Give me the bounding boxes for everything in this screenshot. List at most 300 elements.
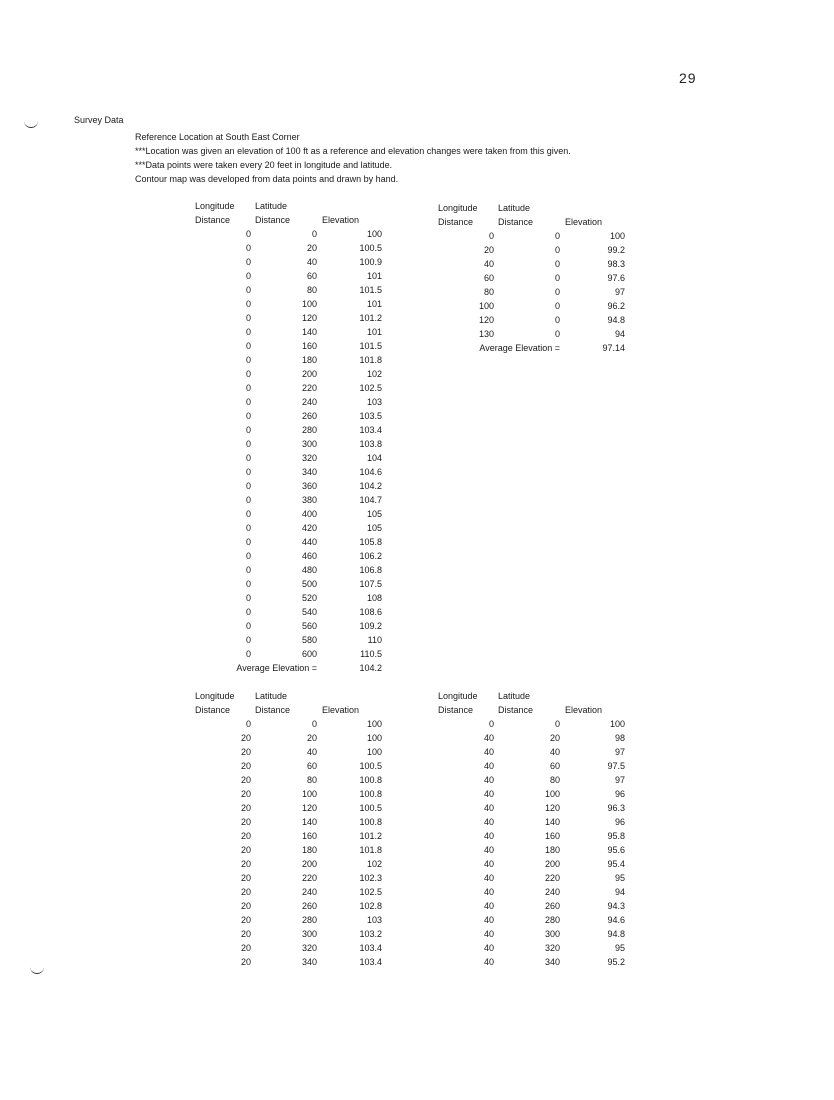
longitude-cell: 0 [245,257,251,267]
longitude-cell: 0 [488,231,494,241]
longitude-cell: 0 [245,649,251,659]
longitude-cell: 40 [483,775,494,785]
table-row [195,535,382,549]
longitude-cell: 40 [483,859,494,869]
table-row [195,801,382,815]
table-row [438,731,625,745]
elevation-cell: 96.3 [607,803,625,813]
latitude-cell: 300 [544,929,560,939]
elevation-cell: 108 [366,593,382,603]
longitude-cell: 40 [483,845,494,855]
latitude-cell: 60 [306,761,317,771]
elevation-cell: 101.8 [359,355,382,365]
latitude-cell: 260 [544,901,560,911]
latitude-cell: 320 [544,943,560,953]
latitude-cell: 300 [301,929,317,939]
longitude-cell: 0 [245,243,251,253]
elevation-cell: 103 [366,397,382,407]
latitude-cell: 440 [301,537,317,547]
table-row [195,829,382,843]
longitude-cell: 40 [483,761,494,771]
latitude-cell: 240 [301,397,317,407]
latitude-cell: 560 [301,621,317,631]
table-row [438,899,625,913]
latitude-cell: 600 [301,649,317,659]
longitude-cell: 20 [240,929,251,939]
latitude-cell: 100 [544,789,560,799]
latitude-cell: 220 [301,383,317,393]
latitude-cell: 0 [554,329,560,339]
table-row [195,605,382,619]
table-row [438,801,625,815]
table-row [195,479,382,493]
table-row [195,773,382,787]
elevation-cell: 101 [366,327,382,337]
longitude-cell: 20 [240,845,251,855]
header-latitude-distance: Distance [255,705,291,715]
average-row [438,341,625,355]
longitude-cell: 0 [245,565,251,575]
table-row [438,927,625,941]
latitude-cell: 0 [554,231,560,241]
elevation-cell: 100.8 [359,817,382,827]
elevation-cell: 94.8 [607,315,625,325]
latitude-cell: 80 [306,775,317,785]
longitude-cell: 40 [483,929,494,939]
elevation-cell: 102.8 [359,901,382,911]
table-row [195,381,382,395]
latitude-cell: 120 [301,803,317,813]
table-row [195,717,382,731]
longitude-cell: 20 [240,887,251,897]
latitude-cell: 380 [301,495,317,505]
elevation-cell: 110.5 [360,649,382,659]
latitude-cell: 60 [549,761,560,771]
header-longitude-distance: Distance [438,217,474,227]
longitude-cell: 100 [478,301,494,311]
table-row [438,327,625,341]
longitude-cell: 130 [478,329,494,339]
latitude-cell: 200 [301,369,317,379]
table-row [195,493,382,507]
table-row [438,745,625,759]
header-row-1 [195,199,382,213]
longitude-cell: 0 [245,439,251,449]
longitude-cell: 20 [240,761,251,771]
latitude-cell: 0 [554,259,560,269]
table-row [195,283,382,297]
latitude-cell: 100 [301,299,317,309]
latitude-cell: 340 [301,467,317,477]
header-blank [317,199,382,213]
header-longitude-distance: Distance [195,215,231,225]
header-blank [560,201,625,215]
table-row [195,507,382,521]
table-row [195,633,382,647]
elevation-cell: 95 [614,873,625,883]
elevation-cell: 94 [614,329,625,339]
elevation-cell: 95.4 [607,859,625,869]
longitude-cell: 40 [483,943,494,953]
elevation-cell: 96.2 [607,301,625,311]
table-row [195,297,382,311]
longitude-cell: 40 [483,789,494,799]
header-elevation: Elevation [565,217,603,227]
elevation-cell: 104 [366,453,382,463]
latitude-cell: 120 [544,803,560,813]
elevation-cell: 105 [366,509,382,519]
latitude-cell: 260 [301,411,317,421]
table-row [195,857,382,871]
longitude-cell: 0 [245,327,251,337]
longitude-cell: 0 [245,369,251,379]
latitude-cell: 360 [301,481,317,491]
elevation-cell: 100.9 [359,257,382,267]
longitude-cell: 20 [240,873,251,883]
header-row-1 [195,689,382,703]
longitude-cell: 0 [245,383,251,393]
elevation-cell: 104.7 [359,495,382,505]
latitude-cell: 0 [554,245,560,255]
elevation-cell: 97.5 [607,761,625,771]
latitude-cell: 20 [306,243,317,253]
elevation-cell: 96 [614,817,625,827]
header-elevation: Elevation [322,215,360,225]
table-row [195,339,382,353]
longitude-cell: 20 [240,831,251,841]
elevation-cell: 103.4 [359,957,382,967]
latitude-cell: 160 [301,831,317,841]
table-row [195,913,382,927]
elevation-cell: 103.8 [359,439,382,449]
latitude-cell: 340 [544,957,560,967]
table-row [195,815,382,829]
elevation-cell: 100 [609,719,625,729]
elevation-cell: 101.8 [359,845,382,855]
table-row [195,955,382,969]
longitude-cell: 0 [245,537,251,547]
latitude-cell: 60 [306,271,317,281]
elevation-cell: 100.5 [359,761,382,771]
table-row [195,647,382,661]
latitude-cell: 220 [544,873,560,883]
header-blank [560,689,625,703]
longitude-cell: 0 [245,425,251,435]
table-row [438,717,625,731]
latitude-cell: 180 [301,845,317,855]
latitude-cell: 160 [544,831,560,841]
table-row [195,759,382,773]
longitude-cell: 0 [245,313,251,323]
elevation-cell: 104.6 [359,467,382,477]
header-row-2 [438,215,625,229]
longitude-cell: 40 [483,747,494,757]
elevation-cell: 99.2 [607,245,625,255]
table-row [195,843,382,857]
elevation-cell: 103.4 [359,943,382,953]
longitude-cell: 20 [240,943,251,953]
elevation-cell: 103 [366,915,382,925]
note-reference: Reference Location at South East Corner [135,132,300,142]
table-row [438,955,625,969]
elevation-cell: 98 [614,733,625,743]
longitude-cell: 40 [483,915,494,925]
elevation-cell: 105.8 [359,537,382,547]
elevation-cell: 101 [366,271,382,281]
latitude-cell: 580 [301,635,317,645]
longitude-cell: 0 [245,271,251,281]
average-label: Average Elevation = [479,343,560,353]
elevation-cell: 94 [614,887,625,897]
elevation-cell: 110 [367,635,382,645]
table-row [438,773,625,787]
longitude-cell: 20 [240,859,251,869]
header-longitude-distance: Distance [195,705,231,715]
latitude-cell: 220 [301,873,317,883]
header-elevation: Elevation [322,705,360,715]
longitude-cell: 20 [240,901,251,911]
table-row [195,927,382,941]
table-row [195,437,382,451]
elevation-cell: 106.8 [359,565,382,575]
latitude-cell: 0 [554,287,560,297]
elevation-cell: 94.8 [607,929,625,939]
table-row [438,829,625,843]
elevation-cell: 105 [366,523,382,533]
elevation-cell: 98.3 [607,259,625,269]
longitude-cell: 20 [240,915,251,925]
elevation-cell: 96 [614,789,625,799]
header-latitude: Latitude [498,691,531,701]
longitude-cell: 40 [483,901,494,911]
elevation-cell: 100.5 [359,803,382,813]
table-row [195,619,382,633]
longitude-cell: 0 [245,593,251,603]
elevation-cell: 104.2 [359,481,382,491]
table-row [195,731,382,745]
elevation-cell: 101 [366,299,382,309]
header-longitude: Longitude [195,691,235,701]
longitude-cell: 0 [245,635,251,645]
header-latitude: Latitude [498,203,531,213]
longitude-cell: 0 [245,481,251,491]
latitude-cell: 280 [544,915,560,925]
table-row [438,759,625,773]
table-row [438,257,625,271]
elevation-cell: 102 [366,369,382,379]
latitude-cell: 140 [301,327,317,337]
latitude-cell: 300 [301,439,317,449]
table-row [195,395,382,409]
latitude-cell: 200 [301,859,317,869]
table-row [195,353,382,367]
latitude-cell: 40 [549,747,560,757]
table-row [195,563,382,577]
elevation-cell: 100 [366,747,382,757]
header-latitude: Latitude [255,201,288,211]
elevation-cell: 107.5 [359,579,382,589]
elevation-cell: 95 [614,943,625,953]
latitude-cell: 260 [301,901,317,911]
latitude-cell: 0 [554,273,560,283]
elevation-cell: 101.5 [359,341,382,351]
table-row [195,367,382,381]
note-data-points: ***Data points were taken every 20 feet in longitude and latitude. [135,160,393,170]
header-row-1 [438,689,625,703]
table-row [438,299,625,313]
longitude-cell: 20 [240,789,251,799]
elevation-cell: 102.5 [359,383,382,393]
elevation-cell: 100 [609,231,625,241]
header-blank [317,689,382,703]
table-row [195,241,382,255]
table-row [195,899,382,913]
header-row-1 [438,201,625,215]
elevation-cell: 94.3 [607,901,625,911]
table-row [438,843,625,857]
longitude-cell: 60 [483,273,494,283]
table-row [195,787,382,801]
table-row [195,255,382,269]
elevation-cell: 95.6 [607,845,625,855]
latitude-cell: 40 [306,257,317,267]
longitude-cell: 20 [240,747,251,757]
longitude-cell: 0 [245,719,251,729]
latitude-cell: 240 [301,887,317,897]
latitude-cell: 240 [544,887,560,897]
latitude-cell: 20 [306,733,317,743]
latitude-cell: 460 [301,551,317,561]
latitude-cell: 0 [311,719,317,729]
table-row [195,549,382,563]
longitude-cell: 0 [245,467,251,477]
page-number: 29 [679,70,697,86]
table-row [195,311,382,325]
longitude-cell: 20 [240,817,251,827]
latitude-cell: 40 [306,747,317,757]
longitude-cell: 120 [478,315,494,325]
table-row [438,885,625,899]
longitude-cell: 40 [483,733,494,743]
longitude-cell: 0 [245,397,251,407]
longitude-cell: 0 [245,411,251,421]
longitude-cell: 0 [245,551,251,561]
survey-table-1 [195,199,382,675]
elevation-cell: 100.8 [359,789,382,799]
table-row [438,941,625,955]
table-row [195,871,382,885]
elevation-cell: 100.8 [359,775,382,785]
table-row [438,229,625,243]
elevation-cell: 97 [614,747,625,757]
longitude-cell: 40 [483,817,494,827]
table-row [195,941,382,955]
average-value: 97.14 [602,343,625,353]
elevation-cell: 102 [366,859,382,869]
survey-table-2 [438,201,625,355]
header-latitude: Latitude [255,691,288,701]
header-latitude-distance: Distance [498,705,534,715]
longitude-cell: 0 [245,355,251,365]
latitude-cell: 340 [301,957,317,967]
longitude-cell: 0 [245,607,251,617]
header-row-2 [438,703,625,717]
latitude-cell: 200 [544,859,560,869]
elevation-cell: 97 [614,775,625,785]
note-location: ***Location was given an elevation of 100 ft as a reference and elevation changes were taken from this given. [135,146,571,156]
longitude-cell: 40 [483,803,494,813]
average-label: Average Elevation = [236,663,317,673]
table-row [195,269,382,283]
table-row [438,871,625,885]
elevation-cell: 97 [614,287,625,297]
longitude-cell: 20 [240,733,251,743]
latitude-cell: 0 [311,229,317,239]
latitude-cell: 0 [554,315,560,325]
elevation-cell: 95.8 [607,831,625,841]
table-row [438,243,625,257]
latitude-cell: 0 [554,719,560,729]
elevation-cell: 101.2 [359,831,382,841]
header-longitude-distance: Distance [438,705,474,715]
margin-mark-top [24,121,38,128]
table-row [438,313,625,327]
elevation-cell: 100.5 [359,243,382,253]
latitude-cell: 140 [544,817,560,827]
elevation-cell: 100 [366,733,382,743]
table-row [195,591,382,605]
table-row [195,227,382,241]
average-row [195,661,382,675]
latitude-cell: 500 [301,579,317,589]
longitude-cell: 0 [245,341,251,351]
notes-block [135,130,571,186]
latitude-cell: 180 [544,845,560,855]
longitude-cell: 20 [483,245,494,255]
elevation-cell: 100 [366,229,382,239]
longitude-cell: 20 [240,957,251,967]
latitude-cell: 420 [301,523,317,533]
header-row-2 [195,213,382,227]
longitude-cell: 0 [245,299,251,309]
latitude-cell: 80 [549,775,560,785]
elevation-cell: 101.5 [359,285,382,295]
latitude-cell: 480 [301,565,317,575]
table-row [438,271,625,285]
longitude-cell: 20 [240,803,251,813]
header-longitude: Longitude [438,203,478,213]
longitude-cell: 40 [483,957,494,967]
longitude-cell: 0 [245,229,251,239]
elevation-cell: 108.6 [359,607,382,617]
longitude-cell: 40 [483,873,494,883]
table-row [195,885,382,899]
latitude-cell: 180 [301,355,317,365]
elevation-cell: 103.4 [359,425,382,435]
longitude-cell: 0 [245,453,251,463]
elevation-cell: 100 [366,719,382,729]
latitude-cell: 160 [301,341,317,351]
note-contour: Contour map was developed from data points and drawn by hand. [135,174,399,184]
latitude-cell: 280 [301,915,317,925]
header-row-2 [195,703,382,717]
latitude-cell: 400 [301,509,317,519]
header-elevation: Elevation [565,705,603,715]
longitude-cell: 0 [245,509,251,519]
table-row [438,857,625,871]
elevation-cell: 106.2 [359,551,382,561]
longitude-cell: 0 [245,579,251,589]
